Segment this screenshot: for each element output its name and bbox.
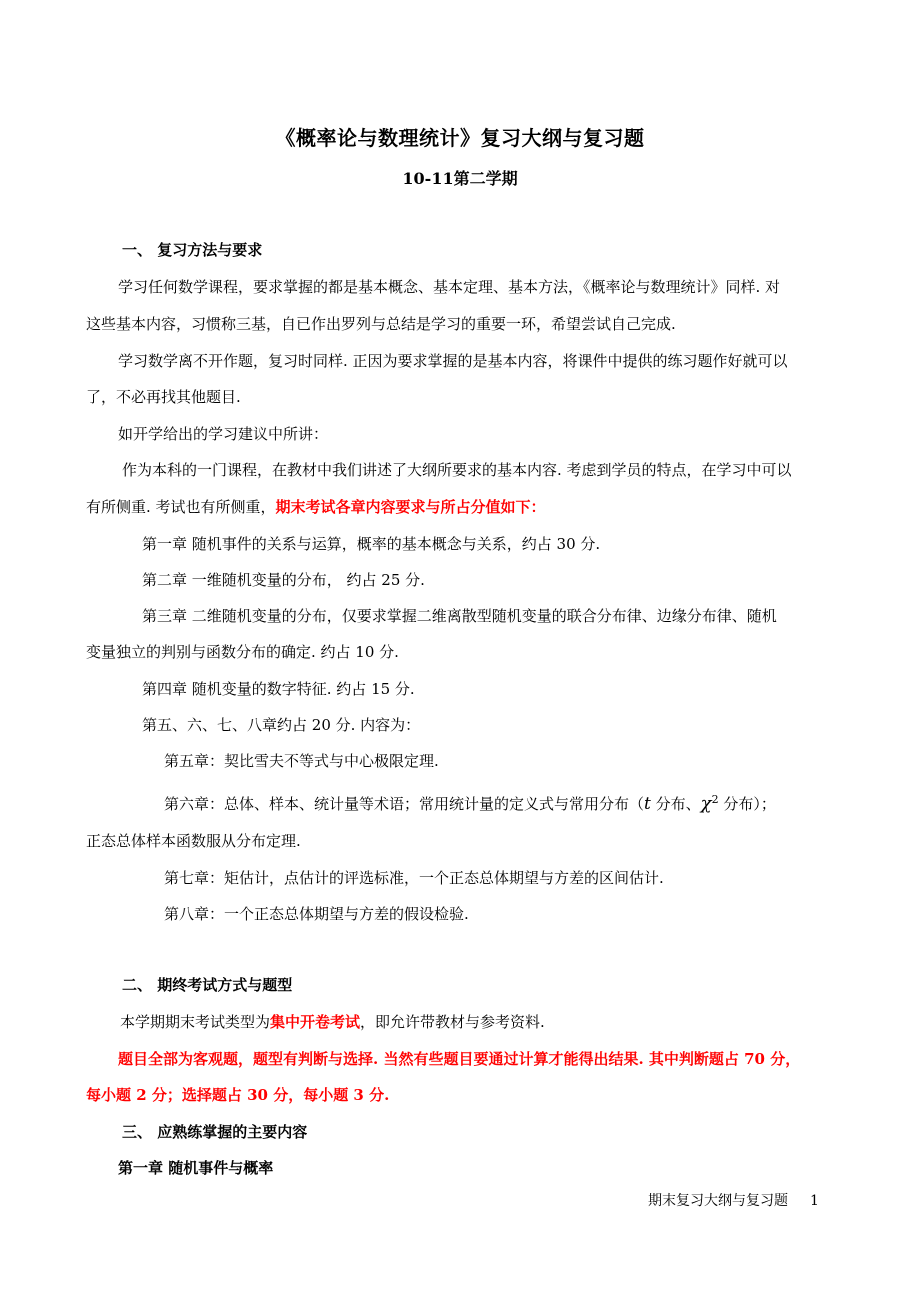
ch6-text-b: 分布、 [650,795,701,813]
chapter3-summary-line2: 变量独立的判别与函数分布的确定. 约占 10 分. [86,643,399,661]
chapter4-summary: 第四章 随机变量的数字特征. 约占 15 分. [142,680,415,698]
chapter7-detail: 第七章：矩估计，点估计的评选标准，一个正态总体期望与方差的区间估计. [164,869,664,887]
chapter1-summary: 第一章 随机事件的关系与运算，概率的基本概念与关系，约占 30 分. [142,535,601,553]
chapter2-summary: 第二章 一维随机变量的分布， 约占 25 分. [142,571,425,589]
section2-p1 [120,1012,545,1032]
section1-p2-line1: 学习数学离不开作题，复习时同样. 正因为要求掌握的是基本内容，将课件中提供的练习题作好就可以 [118,352,788,370]
page-footer [648,1190,819,1210]
page-number: 1 [810,1193,819,1209]
section2-p2-line2: 每小题 2 分；选择题占 30 分，每小题 3 分. [86,1086,390,1104]
chapter5-8-summary: 第五、六、七、八章约占 20 分. 内容为： [142,716,421,734]
chapter5-detail: 第五章：契比雪夫不等式与中心极限定理. [164,752,439,770]
ch6-text-a: 第六章：总体、样本、统计量等术语；常用统计量的定义式与常用分布（ [164,795,645,813]
s2-p1-text-a: 本学期期末考试类型为 [120,1013,271,1031]
ch6-text-c: 分布）； [718,795,776,813]
ch6-chi-symbol: χ [700,793,712,814]
document-subtitle: 10-11第二学期 [402,169,518,188]
section1-p2-line2: 了，不必再找其他题目. [86,388,241,406]
ch6-superscript: 2 [711,793,719,806]
section3-heading: 三、 应熟练掌握的主要内容 [122,1123,308,1141]
footer-label: 期末复习大纲与复习题 [648,1193,788,1209]
section2-p2-line1: 题目全部为客观题，题型有判断与选择. 当然有些题目要通过计算才能得出结果. 其中判断题占 70 分， [118,1050,801,1068]
section1-p3: 如开学给出的学习建议中所讲： [118,425,329,443]
section3-chapter1-title: 第一章 随机事件与概率 [118,1159,274,1177]
section1-p1-line2: 这些基本内容，习惯称三基，自已作出罗列与总结是学习的重要一环，希望尝试自己完成. [86,315,676,333]
section1-p4-line2 [86,497,546,517]
chapter3-summary-line1: 第三章 二维随机变量的分布，仅要求掌握二维离散型随机变量的联合分布律、边缘分布律、随机 [142,607,777,625]
s2-p1-text-b: ，即允许带教材与参考资料. [360,1013,545,1031]
document-title: 《概率论与数理统计》复习大纲与复习题 [275,126,645,150]
section2-heading: 二、 期终考试方式与题型 [122,976,293,994]
p4-red-text: 期末考试各章内容要求与所占分值如下： [275,498,546,516]
section1-p1-line1: 学习任何数学课程，要求掌握的都是基本概念、基本定理、基本方法，《概率论与数理统计》同样. 对 [118,278,781,296]
section1-heading: 一、 复习方法与要求 [122,241,263,259]
ch6-t-symbol: t [644,794,651,814]
section1-p4-line1: 作为本科的一门课程，在教材中我们讲述了大纲所要求的基本内容. 考虑到学员的特点，在学习中可以 [122,461,792,479]
s2-p1-red-text: 集中开卷考试 [270,1013,361,1031]
chapter6-detail-line1 [164,790,776,814]
p4-plain-text: 有所侧重. 考试也有所侧重， [86,498,276,516]
chapter8-detail: 第八章：一个正态总体期望与方差的假设检验. [164,905,469,923]
chapter6-detail-line2: 正态总体样本函数服从分布定理. [86,832,301,850]
